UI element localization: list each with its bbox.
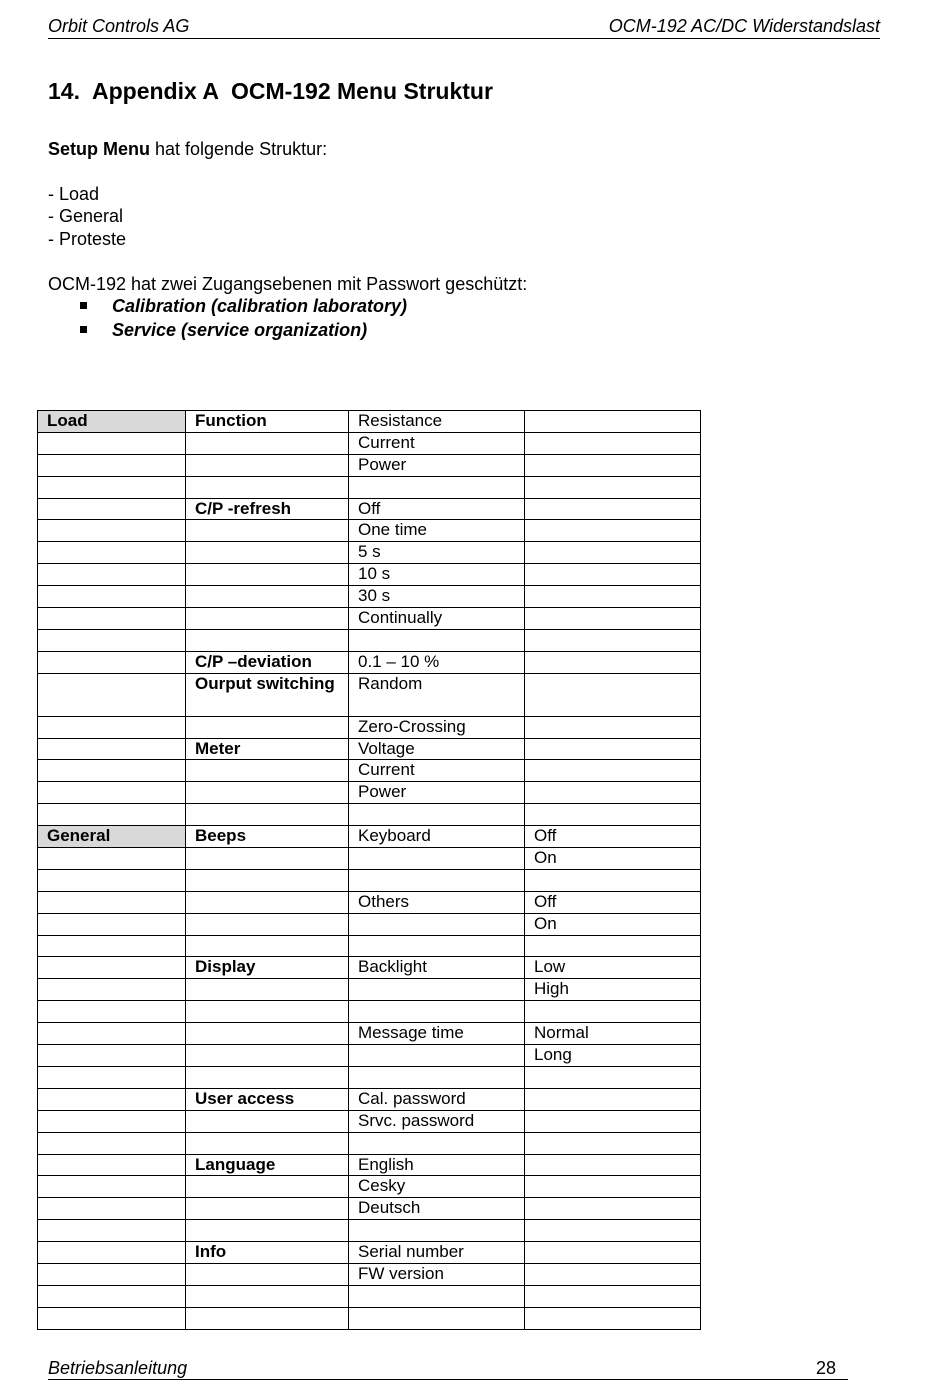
menu-option-cell: Off bbox=[349, 498, 525, 520]
table-row bbox=[38, 432, 701, 454]
menu-value-cell bbox=[525, 782, 701, 804]
intro-rest: hat folgende Struktur: bbox=[150, 139, 328, 159]
menu-option-cell bbox=[349, 476, 525, 498]
menu-option-cell: 10 s bbox=[349, 564, 525, 586]
menu-option-cell: One time bbox=[349, 520, 525, 542]
menu-option-cell: Srvc. password bbox=[349, 1110, 525, 1132]
menu-group-cell bbox=[186, 476, 349, 498]
menu-value-cell bbox=[525, 520, 701, 542]
intro-bold: Setup Menu bbox=[48, 139, 150, 159]
menu-option-cell: Power bbox=[349, 782, 525, 804]
menu-option-cell: English bbox=[349, 1154, 525, 1176]
menu-group-cell: User access bbox=[186, 1088, 349, 1110]
menu-group-cell: Meter bbox=[186, 738, 349, 760]
table-row bbox=[38, 716, 701, 738]
menu-value-cell bbox=[525, 411, 701, 433]
menu-section-cell bbox=[38, 564, 186, 586]
menu-value-cell bbox=[525, 804, 701, 826]
table-row bbox=[38, 1023, 701, 1045]
table-row bbox=[38, 804, 701, 826]
menu-section-cell bbox=[38, 1066, 186, 1088]
menu-value-cell bbox=[525, 673, 701, 716]
menu-value-cell bbox=[525, 1001, 701, 1023]
table-row bbox=[38, 1263, 701, 1285]
table-row bbox=[38, 454, 701, 476]
table-row bbox=[38, 782, 701, 804]
menu-section-cell bbox=[38, 979, 186, 1001]
access-level-label: Calibration (calibration laboratory) bbox=[112, 296, 408, 316]
header-company: Orbit Controls AG bbox=[48, 16, 190, 36]
table-row bbox=[38, 586, 701, 608]
table-row bbox=[38, 913, 701, 935]
menu-section-cell bbox=[38, 673, 186, 716]
menu-option-cell: 30 s bbox=[349, 586, 525, 608]
menu-group-cell bbox=[186, 1263, 349, 1285]
table-row bbox=[38, 1198, 701, 1220]
menu-group-cell bbox=[186, 564, 349, 586]
menu-option-cell bbox=[349, 804, 525, 826]
menu-section-cell bbox=[38, 760, 186, 782]
menu-section-cell bbox=[38, 935, 186, 957]
menu-option-cell: 5 s bbox=[349, 542, 525, 564]
menu-value-cell bbox=[525, 564, 701, 586]
menu-option-cell: Serial number bbox=[349, 1242, 525, 1264]
menu-section-cell bbox=[38, 629, 186, 651]
menu-section-cell bbox=[38, 586, 186, 608]
menu-value-cell bbox=[525, 498, 701, 520]
menu-section-cell bbox=[38, 891, 186, 913]
menu-option-cell bbox=[349, 869, 525, 891]
menu-option-cell: Keyboard bbox=[349, 826, 525, 848]
menu-section-cell bbox=[38, 1198, 186, 1220]
section-heading: OCM-192 Menu Struktur bbox=[230, 78, 493, 104]
menu-value-cell bbox=[525, 1110, 701, 1132]
menu-section-cell bbox=[38, 716, 186, 738]
table-row bbox=[38, 1110, 701, 1132]
table-row bbox=[38, 869, 701, 891]
menu-section-cell bbox=[38, 1263, 186, 1285]
menu-option-cell: FW version bbox=[349, 1263, 525, 1285]
table-row bbox=[38, 629, 701, 651]
table-row bbox=[38, 1066, 701, 1088]
menu-section-cell bbox=[38, 957, 186, 979]
menu-option-cell: Current bbox=[349, 760, 525, 782]
menu-value-cell bbox=[525, 760, 701, 782]
menu-section-cell bbox=[38, 432, 186, 454]
menu-group-cell: Beeps bbox=[186, 826, 349, 848]
menu-group-cell bbox=[186, 629, 349, 651]
table-row bbox=[38, 520, 701, 542]
menu-value-cell: Normal bbox=[525, 1023, 701, 1045]
table-row bbox=[38, 826, 701, 848]
menu-value-cell bbox=[525, 1242, 701, 1264]
menu-group-cell: Info bbox=[186, 1242, 349, 1264]
menu-value-cell: Off bbox=[525, 826, 701, 848]
menu-option-cell: Zero-Crossing bbox=[349, 716, 525, 738]
menu-group-cell bbox=[186, 1220, 349, 1242]
menu-section-cell bbox=[38, 1285, 186, 1307]
menu-group-cell bbox=[186, 1023, 349, 1045]
menu-group-cell: Function bbox=[186, 411, 349, 433]
menu-group-cell bbox=[186, 1285, 349, 1307]
menu-option-cell: Message time bbox=[349, 1023, 525, 1045]
table-row bbox=[38, 476, 701, 498]
menu-group-cell bbox=[186, 935, 349, 957]
menu-section-cell bbox=[38, 520, 186, 542]
menu-value-cell: High bbox=[525, 979, 701, 1001]
table-row bbox=[38, 1154, 701, 1176]
menu-value-cell: Off bbox=[525, 891, 701, 913]
table-row bbox=[38, 411, 701, 433]
menu-option-cell: Voltage bbox=[349, 738, 525, 760]
table-row bbox=[38, 1285, 701, 1307]
menu-section-cell bbox=[38, 1110, 186, 1132]
menu-value-cell bbox=[525, 1263, 701, 1285]
table-row bbox=[38, 608, 701, 630]
menu-section-cell bbox=[38, 1307, 186, 1329]
menu-group-cell bbox=[186, 454, 349, 476]
menu-section-cell bbox=[38, 1154, 186, 1176]
menu-group-cell: C/P -refresh bbox=[186, 498, 349, 520]
menu-value-cell: On bbox=[525, 848, 701, 870]
menu-option-cell: Backlight bbox=[349, 957, 525, 979]
menu-section-cell bbox=[38, 1045, 186, 1067]
section-title bbox=[48, 78, 493, 105]
access-level-item bbox=[80, 296, 407, 317]
menu-section-cell bbox=[38, 738, 186, 760]
bullet-square-icon bbox=[80, 302, 87, 309]
menu-option-cell: Cesky bbox=[349, 1176, 525, 1198]
menu-list-item: - General bbox=[48, 206, 124, 226]
menu-value-cell: Long bbox=[525, 1045, 701, 1067]
table-row bbox=[38, 1242, 701, 1264]
menu-group-cell bbox=[186, 1176, 349, 1198]
menu-group-cell bbox=[186, 891, 349, 913]
menu-value-cell bbox=[525, 1198, 701, 1220]
menu-value-cell bbox=[525, 608, 701, 630]
menu-option-cell bbox=[349, 935, 525, 957]
table-row bbox=[38, 891, 701, 913]
menu-section-cell bbox=[38, 1176, 186, 1198]
menu-option-cell bbox=[349, 1307, 525, 1329]
menu-group-cell bbox=[186, 542, 349, 564]
menu-section-cell bbox=[38, 848, 186, 870]
table-row bbox=[38, 1132, 701, 1154]
menu-group-cell bbox=[186, 1045, 349, 1067]
section-number: 14. bbox=[48, 78, 80, 104]
menu-list-item: - Load bbox=[48, 184, 100, 204]
menu-section-cell: Load bbox=[38, 411, 186, 433]
menu-section-cell bbox=[38, 804, 186, 826]
footer-page-number: 28 bbox=[815, 1358, 836, 1378]
table-row bbox=[38, 1001, 701, 1023]
menu-option-cell: 0.1 – 10 % bbox=[349, 651, 525, 673]
access-level-item bbox=[80, 320, 367, 341]
menu-group-cell bbox=[186, 716, 349, 738]
menu-value-cell bbox=[525, 1220, 701, 1242]
table-row bbox=[38, 673, 701, 716]
table-row bbox=[38, 738, 701, 760]
menu-option-cell: Random bbox=[349, 673, 525, 716]
menu-option-cell: Current bbox=[349, 432, 525, 454]
menu-group-cell: Display bbox=[186, 957, 349, 979]
footer-doc-name: Betriebsanleitung bbox=[48, 1358, 188, 1378]
menu-section-cell bbox=[38, 1220, 186, 1242]
menu-group-cell bbox=[186, 782, 349, 804]
menu-option-cell: Power bbox=[349, 454, 525, 476]
menu-section-cell bbox=[38, 651, 186, 673]
menu-option-cell bbox=[349, 1132, 525, 1154]
header-product: OCM-192 AC/DC Widerstandslast bbox=[608, 16, 880, 36]
menu-option-cell bbox=[349, 1285, 525, 1307]
menu-value-cell bbox=[525, 1088, 701, 1110]
menu-group-cell bbox=[186, 1198, 349, 1220]
menu-section-cell bbox=[38, 913, 186, 935]
menu-group-cell bbox=[186, 760, 349, 782]
menu-value-cell bbox=[525, 716, 701, 738]
menu-section-cell bbox=[38, 1242, 186, 1264]
menu-value-cell bbox=[525, 432, 701, 454]
table-row bbox=[38, 1176, 701, 1198]
menu-group-cell: Ourput switching bbox=[186, 673, 349, 716]
table-row bbox=[38, 848, 701, 870]
menu-section-cell bbox=[38, 608, 186, 630]
menu-group-cell bbox=[186, 432, 349, 454]
menu-option-cell bbox=[349, 1045, 525, 1067]
menu-value-cell bbox=[525, 1132, 701, 1154]
menu-group-cell bbox=[186, 913, 349, 935]
access-level-label: Service (service organization) bbox=[112, 320, 368, 340]
menu-option-cell: Others bbox=[349, 891, 525, 913]
menu-section-cell bbox=[38, 542, 186, 564]
menu-group-cell bbox=[186, 608, 349, 630]
menu-group-cell bbox=[186, 1307, 349, 1329]
access-paragraph: OCM-192 hat zwei Zugangsebenen mit Passwort geschützt: bbox=[48, 274, 528, 294]
menu-value-cell bbox=[525, 1154, 701, 1176]
menu-option-cell bbox=[349, 1066, 525, 1088]
menu-option-cell bbox=[349, 848, 525, 870]
table-row bbox=[38, 564, 701, 586]
page-header bbox=[48, 14, 880, 39]
table-row bbox=[38, 979, 701, 1001]
menu-value-cell bbox=[525, 1285, 701, 1307]
table-row bbox=[38, 1307, 701, 1329]
menu-group-cell bbox=[186, 1132, 349, 1154]
menu-section-cell bbox=[38, 1001, 186, 1023]
menu-value-cell bbox=[525, 651, 701, 673]
menu-option-cell: Cal. password bbox=[349, 1088, 525, 1110]
menu-value-cell bbox=[525, 586, 701, 608]
bullet-square-icon bbox=[80, 326, 87, 333]
menu-group-cell bbox=[186, 1001, 349, 1023]
menu-value-cell bbox=[525, 629, 701, 651]
menu-option-cell: Deutsch bbox=[349, 1198, 525, 1220]
menu-group-cell bbox=[186, 520, 349, 542]
table-row bbox=[38, 542, 701, 564]
table-row bbox=[38, 1045, 701, 1067]
table-row bbox=[38, 498, 701, 520]
menu-section-cell bbox=[38, 476, 186, 498]
table-row bbox=[38, 651, 701, 673]
menu-option-cell bbox=[349, 979, 525, 1001]
menu-group-cell bbox=[186, 848, 349, 870]
menu-value-cell: Low bbox=[525, 957, 701, 979]
menu-value-cell bbox=[525, 454, 701, 476]
menu-option-cell: Continually bbox=[349, 608, 525, 630]
menu-option-cell: Resistance bbox=[349, 411, 525, 433]
menu-group-cell bbox=[186, 1066, 349, 1088]
section-label: Appendix A bbox=[92, 78, 219, 104]
menu-section-cell: General bbox=[38, 826, 186, 848]
table-row bbox=[38, 760, 701, 782]
menu-value-cell bbox=[525, 738, 701, 760]
menu-group-cell bbox=[186, 979, 349, 1001]
menu-option-cell bbox=[349, 629, 525, 651]
table-row bbox=[38, 1088, 701, 1110]
menu-value-cell bbox=[525, 1176, 701, 1198]
menu-option-cell bbox=[349, 913, 525, 935]
menu-section-cell bbox=[38, 498, 186, 520]
table-row bbox=[38, 1220, 701, 1242]
menu-group-cell bbox=[186, 804, 349, 826]
menu-option-cell bbox=[349, 1220, 525, 1242]
menu-group-cell: C/P –deviation bbox=[186, 651, 349, 673]
menu-list-item: - Proteste bbox=[48, 229, 127, 249]
menu-value-cell: On bbox=[525, 913, 701, 935]
intro-paragraph bbox=[48, 139, 327, 160]
menu-option-cell bbox=[349, 1001, 525, 1023]
menu-section-cell bbox=[38, 1132, 186, 1154]
table-row bbox=[38, 957, 701, 979]
page-footer bbox=[48, 1357, 848, 1380]
menu-value-cell bbox=[525, 935, 701, 957]
menu-value-cell bbox=[525, 869, 701, 891]
menu-section-cell bbox=[38, 1088, 186, 1110]
menu-section-cell bbox=[38, 782, 186, 804]
menu-structure-table bbox=[37, 410, 701, 1330]
table-row bbox=[38, 935, 701, 957]
menu-group-cell bbox=[186, 586, 349, 608]
menu-section-cell bbox=[38, 454, 186, 476]
menu-value-cell bbox=[525, 1307, 701, 1329]
menu-value-cell bbox=[525, 542, 701, 564]
menu-section-cell bbox=[38, 1023, 186, 1045]
menu-group-cell bbox=[186, 869, 349, 891]
menu-section-cell bbox=[38, 869, 186, 891]
menu-group-cell bbox=[186, 1110, 349, 1132]
menu-value-cell bbox=[525, 1066, 701, 1088]
menu-group-cell: Language bbox=[186, 1154, 349, 1176]
menu-value-cell bbox=[525, 476, 701, 498]
